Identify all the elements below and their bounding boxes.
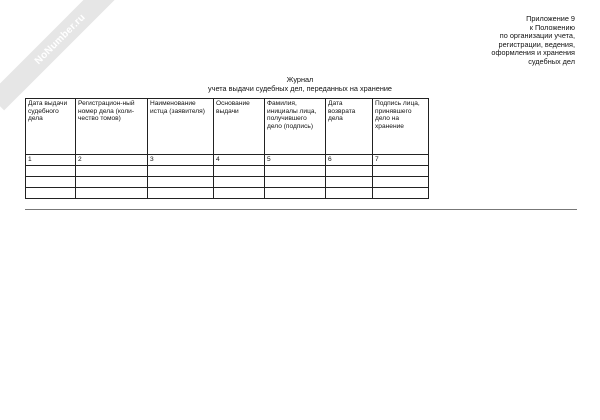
column-number: 7 (373, 155, 429, 166)
journal-title: Журнал (286, 75, 314, 84)
table-cell (265, 166, 326, 177)
appendix-note (491, 15, 575, 67)
column-number: 6 (326, 155, 373, 166)
appendix-line: по организации учета, (499, 31, 575, 41)
column-header: Основание выдачи (214, 99, 265, 155)
table-cell (26, 166, 76, 177)
table-cell (148, 177, 214, 188)
journal-subtitle: учета выдачи судебных дел, переданных на хранение (208, 84, 392, 93)
column-number: 2 (76, 155, 148, 166)
table-row (26, 166, 429, 177)
table-cell (26, 177, 76, 188)
column-header: Дата возврата дела (326, 99, 373, 155)
column-header: Регистрацион-ный номер дела (коли-чество томов) (76, 99, 148, 155)
table-cell (76, 166, 148, 177)
table-cell (265, 188, 326, 199)
column-header: Дата выдачи судебного дела (26, 99, 76, 155)
appendix-line: регистрации, ведения, (498, 39, 575, 49)
column-number-row (26, 155, 429, 166)
column-number: 4 (214, 155, 265, 166)
table-cell (326, 166, 373, 177)
table-cell (373, 166, 429, 177)
watermark (0, 0, 131, 110)
table-cell (76, 188, 148, 199)
table-cell (373, 188, 429, 199)
column-header: Фамилия, инициалы лица, получившего дело (подпись) (265, 99, 326, 155)
column-number: 3 (148, 155, 214, 166)
appendix-line: Приложение 9 (526, 14, 575, 23)
table-row (26, 177, 429, 188)
journal-heading (24, 75, 576, 93)
column-number: 5 (265, 155, 326, 166)
table-cell (148, 188, 214, 199)
page-divider (25, 209, 577, 210)
appendix-line: оформления и хранения (491, 48, 575, 58)
column-header: Наименование истца (заявителя) (148, 99, 214, 155)
table-cell (326, 177, 373, 188)
table-cell (214, 188, 265, 199)
table-cell (148, 166, 214, 177)
column-number: 1 (26, 155, 76, 166)
table-cell (265, 177, 326, 188)
table-cell (326, 188, 373, 199)
table-cell (76, 177, 148, 188)
table-cell (373, 177, 429, 188)
table-cell (214, 166, 265, 177)
journal-table (25, 98, 429, 199)
appendix-line: судебных дел (528, 56, 575, 66)
column-header: Подпись лица, принявшего дело на хранение (373, 99, 429, 155)
watermark-text: NoNumber.ru (32, 11, 88, 67)
appendix-line: к Положению (529, 22, 575, 32)
table-header-row (26, 99, 429, 155)
table-cell (214, 177, 265, 188)
table-row (26, 188, 429, 199)
table-cell (26, 188, 76, 199)
